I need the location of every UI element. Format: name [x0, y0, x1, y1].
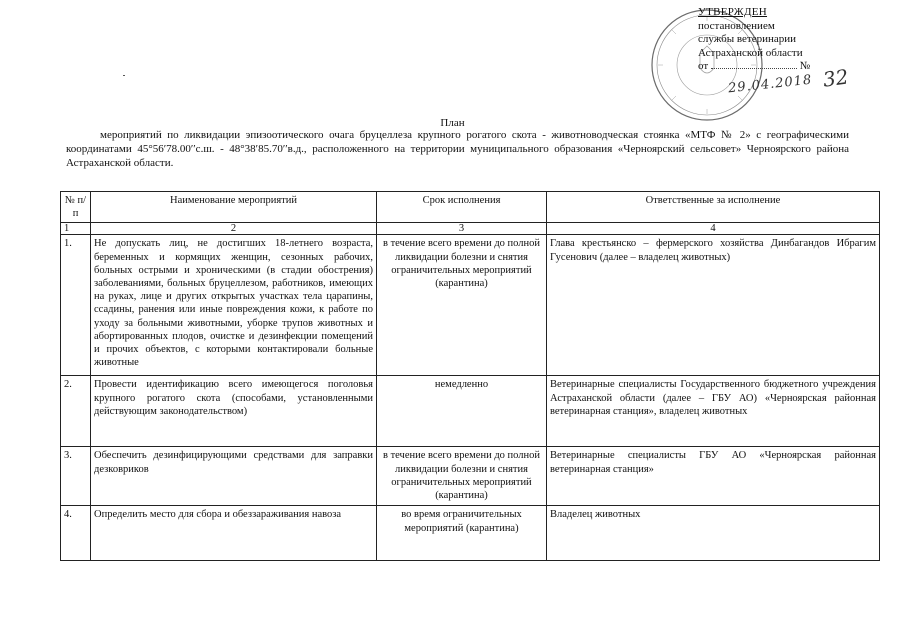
plan-table — [60, 191, 880, 561]
measure-name: Определить место для сбора и обеззараживания навоза — [91, 506, 377, 561]
approval-line-2: службы ветеринарии — [698, 33, 797, 45]
scan-speck — [123, 75, 125, 76]
document-title: План — [440, 117, 465, 129]
row-number: 2. — [61, 376, 91, 447]
responsible-party: Глава крестьянско – фермерского хозяйства Динбагандов Ибрагим Гусенович (далее – владелец животных) — [547, 235, 880, 376]
approval-date-line — [698, 60, 878, 74]
approval-number-label: № — [799, 60, 811, 72]
row-number: 3. — [61, 447, 91, 506]
execution-term: в течение всего времени до полной ликвидации болезни и снятия ограничительных мероприятий (карантина) — [377, 235, 547, 376]
column-number-row — [61, 223, 880, 235]
intro-text: мероприятий по ликвидации эпизоотического очага бруцеллеза крупного рогатого скота - животноводческая стоянка «МТФ № 2» с географическими координатами 45°56′78.00′′с.ш. - 48°38′85.70′′в.д., расположенного на территории муниципального образования «Черноярский сельсовет» Черноярского района Астраханской области. — [66, 129, 849, 169]
header-term: Срок исполнения — [377, 192, 547, 223]
approval-block — [698, 6, 878, 97]
row-number: 1. — [61, 235, 91, 376]
responsible-party: Владелец животных — [547, 506, 880, 561]
execution-term: немедленно — [377, 376, 547, 447]
row-number: 4. — [61, 506, 91, 561]
table-row — [61, 235, 880, 376]
handwritten-number: 32 — [821, 64, 850, 92]
header-resp: Ответственные за исполнение — [547, 192, 880, 223]
document-intro — [66, 128, 849, 170]
table-header-row — [61, 192, 880, 223]
approval-heading: УТВЕРЖДЕН — [698, 6, 768, 18]
responsible-party: Ветеринарные специалисты ГБУ АО «Черноярская районная ветеринарная станция» — [547, 447, 880, 506]
column-number: 2 — [91, 223, 377, 235]
measure-name: Провести идентификацию всего имеющегося поголовья крупного рогатого скота (способами, установленными действующим законодательством) — [91, 376, 377, 447]
measure-name: Не допускать лиц, не достигших 18-летнего возраста, беременных и кормящих женщин, сезонных рабочих, больных острыми и хроническими (в стадии обострения) заболеваниями, больных бруцеллезом, работников, имеющих на руках, лице и других открытых участках тела царапины, ссадины, ранения или иные повреждения кожи, к работе по уходу за больными животными, уборке трупов животных и абортированных плодов, очистке и дезинфекции помещений и прочих объектов, с которыми контактировали больные животные — [91, 235, 377, 376]
column-number: 4 — [547, 223, 880, 235]
execution-term: во время ограничительных мероприятий (карантина) — [377, 506, 547, 561]
table-row — [61, 447, 880, 506]
responsible-party: Ветеринарные специалисты Государственного бюджетного учреждения Астраханской области (далее – ГБУ АО) «Черноярская районная ветеринарная станция», владелец животных — [547, 376, 880, 447]
header-num: № п/п — [61, 192, 91, 223]
column-number: 3 — [377, 223, 547, 235]
header-name: Наименование мероприятий — [91, 192, 377, 223]
execution-term: в течение всего времени до полной ликвидации болезни и снятия ограничительных мероприятий (карантина) — [377, 447, 547, 506]
measure-name: Обеспечить дезинфицирующими средствами для заправки дезковриков — [91, 447, 377, 506]
approval-line-3: Астраханской области — [698, 46, 803, 59]
approval-date-prefix: от — [698, 60, 709, 72]
column-number: 1 — [61, 223, 91, 235]
table-row — [61, 506, 880, 561]
approval-line-1: постановлением — [698, 19, 775, 32]
handwritten-date: 29.04.2018 — [727, 72, 813, 97]
table-row — [61, 376, 880, 447]
